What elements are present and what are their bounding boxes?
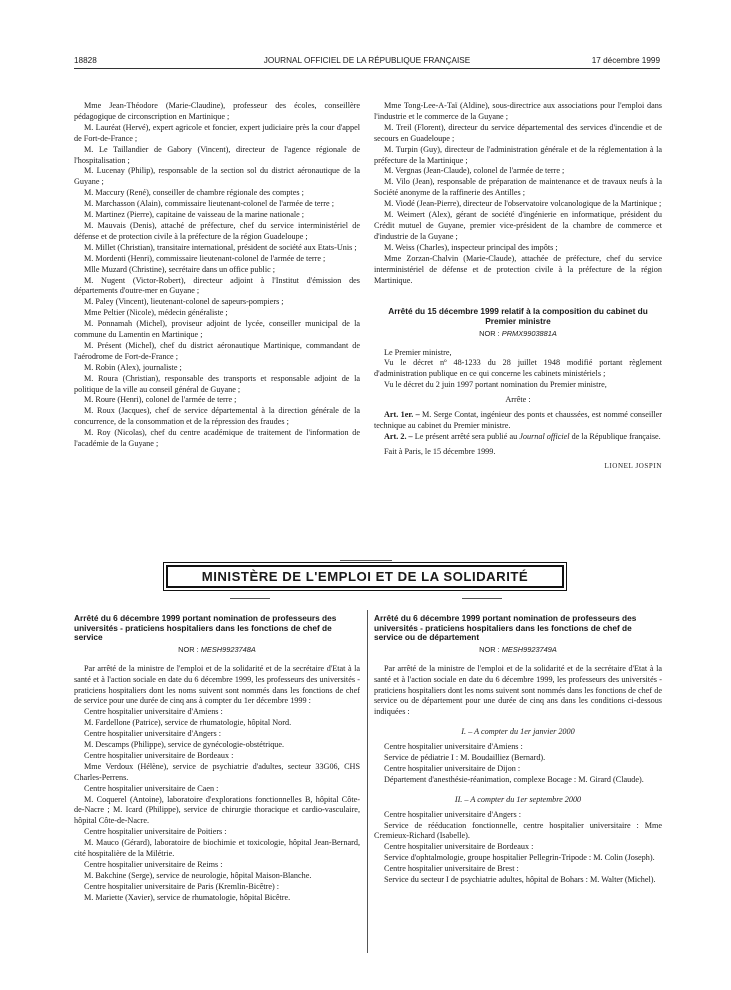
preamble-line: Le Premier ministre, — [384, 347, 452, 357]
article-2-text-end: de la République française. — [569, 431, 661, 441]
article-1 — [374, 410, 662, 432]
list-item: M. Robin (Alex), journaliste ; — [84, 362, 182, 372]
nor-label: NOR : — [178, 644, 199, 654]
left-column-top — [74, 101, 360, 450]
nor-code: MESH9923749A — [501, 644, 557, 654]
column-divider — [367, 610, 368, 953]
decree-intro: Par arrêté de la ministre de l'emploi et de la solidarité et de la secrétaire d'Etat à la santé et à l'action sociale en date du 6 décembre 1999, les professeurs des universités - praticiens hospitaliers dont les noms suivent sont nommés dans les fonctions de chef de service ou de département pour une durée de cinq ans dans les conditions ci-dessous indiquées : — [374, 663, 662, 717]
list-item: M. Nugent (Victor-Robert), directeur adjoint à l'Institut d'émission des départements d'outre-mer en Guyane ; — [74, 275, 360, 296]
list-item: M. Lauréat (Hervé), expert agricole et foncier, expert judiciaire près la cour d'appel de Fort-de-France ; — [74, 122, 360, 143]
list-item: M. Vilo (Jean), responsable de préparation de maintenance et de travaux neufs à la Société anonyme de la raffinerie des Antilles ; — [374, 177, 662, 198]
list-item: M. Le Taillandier de Gabory (Vincent), directeur de l'agence régionale de l'hospitalisation ; — [74, 144, 360, 165]
list-item: M. Turpin (Guy), directeur de l'administration générale et de la réglementation à la préfecture de la Martinique ; — [374, 144, 662, 165]
decree-intro: Par arrêté de la ministre de l'emploi et de la solidarité et de la secrétaire d'Etat à la santé et à l'action sociale en date du 6 décembre 1999, les professeurs des universités - praticiens hospitaliers dont les noms suivent sont nommés dans les fonctions de chef de service pour une durée de cinq ans à compter du 1er décembre 1999 : — [74, 663, 360, 706]
list-item: M. Mariette (Xavier), service de rhumatologie, hôpital Bicêtre. — [84, 892, 291, 902]
list-item: M. Roux (Jacques), chef de service départemental à la direction générale de la concurrence, de la consommation et de la répression des fraudes ; — [74, 406, 360, 427]
list-item: Mme Verdoux (Hélène), service de psychiatrie d'adultes, secteur 33G06, CHS Charles-Perrens. — [74, 761, 360, 782]
list-item: M. Mauco (Gérard), laboratoire de biochimie et toxicologie, hôpital Jean-Bernard, cité hospitalière de la Milétrie. — [74, 838, 360, 859]
list-item: Centre hospitalier universitaire de Paris (Kremlin-Bicêtre) : — [84, 881, 280, 891]
signature: LIONEL JOSPIN — [604, 461, 662, 470]
list-item: M. Vergnas (Jean-Claude), colonel de l'armée de terre ; — [384, 166, 565, 176]
list-item: Centre hospitalier universitaire d'Amiens : — [84, 707, 223, 717]
list-item: Service de rééducation fonctionnelle, centre hospitalier universitaire : Mme Cremieux-Richard (Isabelle). — [374, 820, 662, 841]
list-item: M. Weiss (Charles), inspecteur principal des impôts ; — [384, 242, 558, 252]
article-2-label: Art. 2. – — [384, 431, 413, 441]
preamble-line: Vu le décret nº 48-1233 du 28 juillet 1948 modifié portant règlement d'administration publique en ce qui concerne les cabinets ministériels ; — [374, 358, 662, 379]
article-1-label: Art. 1er. – — [384, 410, 420, 420]
decree-title: Arrêté du 6 décembre 1999 portant nomination de professeurs des universités - praticiens hospitaliers dans les fonctions de chef de service — [74, 613, 337, 643]
divider — [340, 560, 392, 561]
nor-reference — [374, 329, 662, 340]
list-item: M. Bakchine (Serge), service de neurologie, hôpital Maison-Blanche. — [84, 870, 312, 880]
decree-title: Arrêté du 15 décembre 1999 relatif à la composition du cabinet du Premier ministre — [388, 306, 648, 326]
left-column-bottom — [74, 614, 360, 904]
list-item: M. Coquerel (Antoine), laboratoire d'explorations fonctionnelles B, hôpital Côte-de-Nacre ; M. Icard (Philippe), service de chirurgie thoracique et cardio-vasculaire, hôpital Côte-de-Nacre. — [74, 794, 360, 826]
list-item: Mlle Muzard (Christine), secrétaire dans un office public ; — [84, 264, 276, 274]
right-column-top — [374, 101, 662, 472]
nor-code: PRMX9903881A — [501, 328, 557, 338]
list-item: M. Treil (Florent), directeur du service départemental des services d'incendie et de secours en Guadeloupe ; — [374, 122, 662, 143]
list-item: Centre hospitalier universitaire de Dijon : — [384, 763, 521, 773]
list-item: M. Mauvais (Denis), attaché de préfecture, chef du service interministériel de défense et de protection civile à la préfecture de la région Guadeloupe ; — [74, 220, 360, 241]
list-item: Centre hospitalier universitaire de Bordeaux : — [384, 842, 534, 852]
list-item: Centre hospitalier universitaire d'Amiens : — [384, 742, 523, 752]
preamble-line: Vu le décret du 2 juin 1997 portant nomination du Premier ministre, — [384, 380, 607, 390]
list-item: Centre hospitalier universitaire de Caen : — [84, 783, 219, 793]
article-2-text: Le présent arrêté sera publié au — [414, 431, 520, 441]
header-rule — [74, 68, 660, 69]
list-item: Mme Zorzan-Chalvin (Marie-Claude), attachée de préfecture, chef du service interministériel de défense et de protection civile à la préfecture de la région Martinique. — [374, 253, 662, 285]
page-number: 18828 — [74, 56, 97, 65]
list-item: Centre hospitalier universitaire d'Angers : — [384, 809, 521, 819]
article-2 — [374, 432, 662, 443]
article-1-text: M. Serge Contat, ingénieur des ponts et chaussées, est nommé conseiller technique au cabinet du Premier ministre. — [374, 410, 663, 430]
list-item: Service du secteur I de psychiatrie adultes, hôpital de Bohars : M. Walter (Michel). — [384, 875, 656, 885]
nor-label: NOR : — [479, 644, 500, 654]
ministry-banner: MINISTÈRE DE L'EMPLOI ET DE LA SOLIDARITÉ — [166, 565, 564, 588]
list-item: M. Lucenay (Philip), responsable de la section sol du district aéronautique de la Guyane ; — [74, 166, 360, 187]
section-heading: II. – A compter du 1er septembre 2000 — [454, 794, 582, 804]
nor-reference — [74, 645, 360, 656]
divider — [462, 598, 502, 599]
list-item: M. Descamps (Philippe), service de gynécologie-obstétrique. — [84, 740, 285, 750]
list-item: M. Viodé (Jean-Pierre), directeur de l'observatoire volcanologique de la Martinique ; — [384, 199, 662, 209]
list-item: Mme Jean-Théodore (Marie-Claudine), professeur des écoles, conseillère pédagogique de circonscription en Martinique ; — [74, 101, 360, 121]
list-item: Service de pédiatrie I : M. Boudailliez (Bernard). — [384, 753, 546, 763]
nor-label: NOR : — [479, 328, 500, 338]
list-item: M. Ponnamah (Michel), proviseur adjoint de lycée, conseiller municipal de la commune du Lamentin en Martinique ; — [74, 319, 360, 340]
list-item: Centre hospitalier universitaire d'Angers : — [84, 729, 221, 739]
journal-title: JOURNAL OFFICIEL DE LA RÉPUBLIQUE FRANÇAISE — [263, 56, 471, 65]
list-item: M. Martinez (Pierre), capitaine de vaisseau de la marine nationale ; — [84, 210, 305, 220]
nor-code: MESH9923748A — [200, 644, 256, 654]
list-item: M. Roura (Christian), responsable des transports et responsable adjoint de la politique de la ville au conseil général de Guyane ; — [74, 373, 360, 394]
list-item: Centre hospitalier universitaire de Poitiers : — [84, 827, 227, 837]
section-heading: I. – A compter du 1er janvier 2000 — [461, 727, 575, 737]
list-item: M. Weimert (Alex), gérant de société d'ingénierie en informatique, président du Crédit mutuel de Guyane, premier vice-président de la chambre de commerce et d'industrie de la Guyane ; — [374, 210, 662, 241]
list-item: M. Paley (Vincent), lieutenant-colonel de sapeurs-pompiers ; — [84, 297, 284, 307]
done-at: Fait à Paris, le 15 décembre 1999. — [384, 446, 496, 456]
list-item: M. Marchasson (Alain), commissaire lieutenant-colonel de l'armée de terre ; — [84, 199, 334, 209]
list-item: M. Fardellone (Patrice), service de rhumatologie, hôpital Nord. — [84, 718, 292, 728]
list-item: Mme Peltier (Nicole), médecin généraliste ; — [84, 308, 228, 318]
nor-reference — [374, 645, 662, 656]
list-item: M. Mordenti (Henri), commissaire lieutenant-colonel de l'armée de terre ; — [84, 253, 326, 263]
list-item: Centre hospitalier universitaire de Brest : — [384, 864, 519, 874]
list-item: M. Roure (Henri), colonel de l'armée de terre ; — [84, 395, 237, 405]
journal-name: Journal officiel — [519, 431, 570, 441]
page-header — [74, 56, 660, 68]
list-item: M. Présent (Michel), chef du district aéronautique Martinique, commandant de l'aérodrome de Fort-de-France ; — [74, 340, 360, 361]
list-item: M. Roy (Nicolas), chef du centre académique de traitement de l'information de l'académie de la Guyane ; — [74, 428, 360, 449]
decree-title: Arrêté du 6 décembre 1999 portant nomination de professeurs des universités - praticiens hospitaliers dans les fonctions de chef de service ou de département — [374, 613, 637, 643]
list-item: Département d'anesthésie-réanimation, complexe Bocage : M. Girard (Claude). — [384, 774, 644, 784]
list-item: Centre hospitalier universitaire de Bordeaux : — [84, 750, 234, 760]
right-column-bottom — [374, 614, 662, 886]
list-item: Mme Tong-Lee-A-Taï (Aldine), sous-directrice aux associations pour l'emploi dans l'industrie et le commerce de la Guyane ; — [374, 101, 662, 121]
divider — [230, 598, 270, 599]
list-item: Service d'ophtalmologie, groupe hospitalier Pellegrin-Tripode : M. Colin (Joseph). — [384, 853, 655, 863]
arrete-heading: Arrête : — [505, 395, 531, 405]
list-item: Centre hospitalier universitaire de Reims : — [84, 860, 223, 869]
list-item: M. Millet (Christian), transitaire international, président de société aux Etats-Unis ; — [84, 242, 357, 252]
issue-date: 17 décembre 1999 — [591, 56, 660, 65]
list-item: M. Maccury (René), conseiller de chambre régionale des comptes ; — [84, 188, 304, 198]
